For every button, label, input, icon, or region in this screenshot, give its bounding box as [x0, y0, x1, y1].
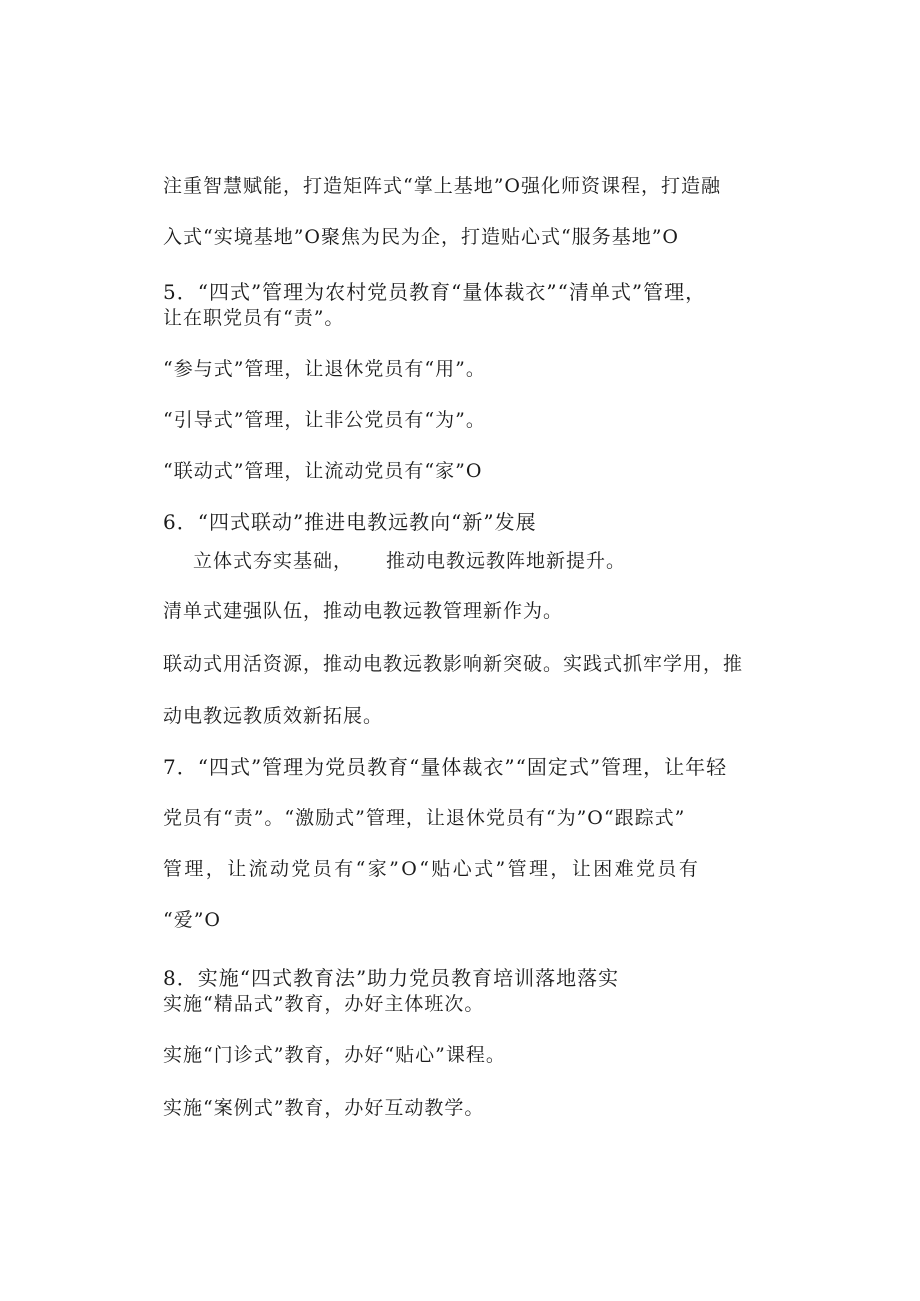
paragraph-line: 管理，让流动党员有“家”O“贴心式”管理，让困难党员有 [163, 858, 701, 880]
paragraph-line: 推动电教远教阵地新提升。 [386, 550, 627, 572]
paragraph-line: “引导式”管理，让非公党员有“为”。 [163, 409, 486, 431]
paragraph-line: 实施“精品式”教育，办好主体班次。 [163, 993, 485, 1015]
section-heading-6: 6．“四式联动”推进电教远教向“新”发展 [163, 510, 537, 534]
paragraph-line: “联动式”管理，让流动党员有“家”O [163, 460, 483, 482]
paragraph-line: 让在职党员有“责”。 [163, 307, 345, 329]
paragraph-line: 动电教远教质效新拓展。 [163, 705, 384, 727]
paragraph-line: 实施“案例式”教育，办好互动教学。 [163, 1097, 485, 1119]
paragraph-line: “参与式”管理，让退休党员有“用”。 [163, 358, 486, 380]
section-heading-5: 5．“四式”管理为农村党员教育“量体裁衣”“清单式”管理， [163, 280, 707, 304]
paragraph-line: “爱”O [163, 909, 222, 931]
section-heading-8: 8．实施“四式教育法”助力党员教育培训落地落实 [163, 966, 620, 990]
paragraph-line: 实施“门诊式”教育，办好“贴心”课程。 [163, 1044, 506, 1066]
paragraph-line: 立体式夯实基础， [193, 550, 354, 572]
section-heading-7: 7．“四式”管理为党员教育“量体裁衣”“固定式”管理，让年轻 [163, 755, 728, 779]
paragraph-line: 入式“实境基地”O聚焦为民为企，打造贴心式“服务基地”O [163, 226, 680, 248]
paragraph-line: 清单式建强队伍，推动电教远教管理新作为。 [163, 600, 564, 622]
paragraph-line: 注重智慧赋能，打造矩阵式“掌上基地”O强化师资课程，打造融 [163, 175, 722, 197]
paragraph-line: 党员有“责”。“激励式”管理，让退休党员有“为”O“跟踪式” [163, 807, 686, 829]
paragraph-line: 联动式用活资源，推动电教远教影响新突破。实践式抓牢学用，推 [163, 653, 744, 675]
